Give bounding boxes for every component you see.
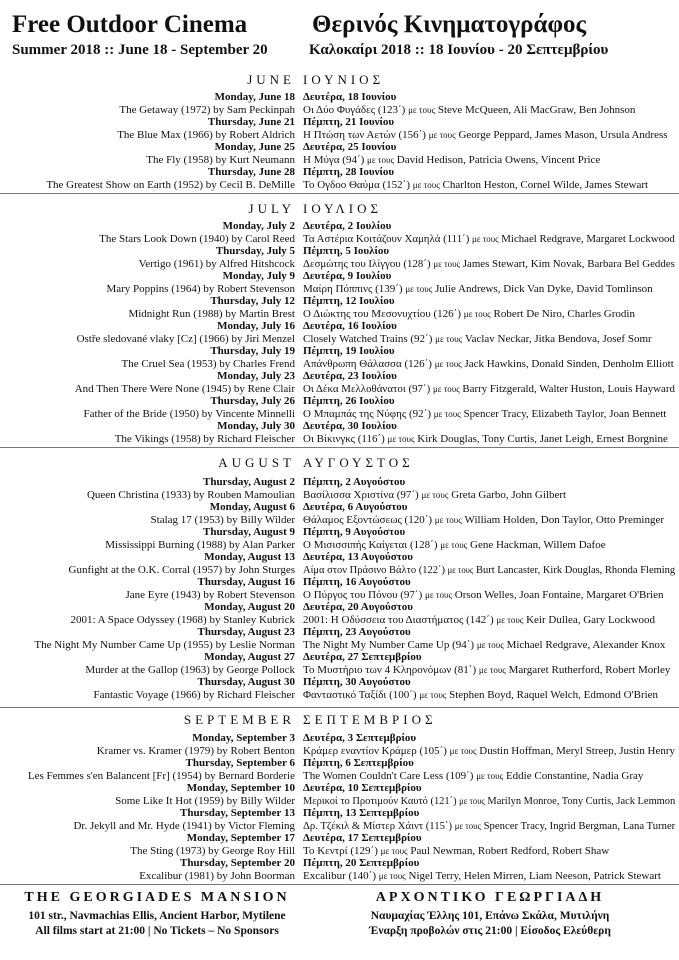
film-title	[303, 589, 675, 602]
screening-date: Monday, July 23	[217, 370, 295, 382]
film-title	[303, 489, 675, 502]
screening-date: Πέμπτη, 20 Σεπτεμβρίου	[303, 857, 420, 869]
cast-connector: με τους	[367, 154, 395, 165]
subtitle-english: Summer 2018 :: June 18 - September 20	[12, 42, 268, 58]
screening-entry	[303, 551, 675, 576]
title-greek: Θερινός Κινηματογράφος	[312, 11, 587, 38]
cast-connector: με τους	[421, 489, 449, 500]
screening-date: Δευτέρα, 20 Αυγούστου	[303, 601, 414, 613]
cast-connector: με τους	[433, 408, 461, 419]
venue-name-greek: ΑΡΧΟΝΤΙΚΟ ΓΕΩΡΓΙΑΔΗ	[375, 890, 605, 905]
film-title	[303, 333, 675, 346]
screening-entry	[0, 501, 295, 526]
schedule-column-english	[0, 91, 295, 191]
screening-info-english: All films start at 21:00 | No Tickets – No Sponsors	[35, 925, 279, 937]
cast-connector: με τους	[459, 795, 485, 806]
film-title: The Greatest Show on Earth (1952) by Cecil B. DeMille	[46, 178, 295, 191]
screening-entry	[303, 476, 675, 501]
screening-info-greek: Έναρξη προβολών στις 21:00 | Είσοδος Ελεύθερη	[369, 925, 611, 937]
film-title-greek: Ο Μπαμπάς της Νύφης (92΄)	[303, 407, 431, 420]
screening-entry	[0, 395, 295, 420]
film-title: The Fly (1958) by Kurt Neumann	[146, 153, 295, 166]
screening-date: Πέμπτη, 13 Σεπτεμβρίου	[303, 807, 420, 819]
screening-entry	[0, 551, 295, 576]
film-title: Fantastic Voyage (1966) by Richard Fleischer	[93, 688, 295, 701]
film-title-greek: Το Μυστήριο των 4 Κληρονόμων (81΄)	[303, 663, 477, 676]
film-title: Kramer vs. Kramer (1979) by Robert Benton	[96, 744, 295, 757]
screening-entry	[303, 116, 675, 141]
cast-connector: με τους	[434, 358, 462, 369]
cast-connector: με τους	[425, 589, 453, 600]
screening-entry	[0, 576, 295, 601]
cast-connector: με τους	[412, 179, 440, 190]
film-cast: Eddie Constantine, Nadia Gray	[505, 769, 644, 782]
film-title-greek: Αίμα στον Πράσινο Βάλτο (122΄)	[303, 563, 445, 576]
film-title: The Cruel Sea (1953) by Charles Frend	[121, 357, 295, 370]
film-cast: Julie Andrews, Dick Van Dyke, David Tomlinson	[435, 282, 653, 295]
schedule-column-greek	[303, 220, 675, 445]
schedule-column-greek	[303, 732, 675, 882]
film-cast: Spencer Tracy, Elizabeth Taylor, Joan Bennett	[463, 407, 667, 420]
film-title	[303, 870, 675, 883]
cast-connector: με τους	[476, 770, 504, 781]
film-title: Excalibur (1981) by John Boorman	[139, 869, 295, 882]
film-title: The Vikings (1958) by Richard Fleischer	[114, 432, 295, 445]
month-heading-english: AUGUST	[218, 455, 295, 470]
screening-entry	[303, 651, 675, 676]
screening-entry	[303, 370, 675, 395]
film-title: The Getaway (1972) by Sam Peckinpah	[119, 103, 295, 116]
screening-entry	[303, 320, 675, 345]
screening-entry	[303, 420, 675, 445]
subtitle-greek: Καλοκαίρι 2018 :: 18 Ιουνίου - 20 Σεπτεμβρίου	[309, 42, 609, 58]
screening-date: Monday, August 13	[204, 551, 295, 563]
film-cast: George Peppard, James Mason, Ursula Andress	[458, 128, 668, 141]
screening-date: Δευτέρα, 6 Αυγούστου	[303, 501, 408, 513]
film-title	[303, 563, 676, 577]
film-title: And Then There Were None (1945) by Rene Clair	[74, 382, 295, 395]
screening-entry	[303, 295, 675, 320]
screening-entry	[303, 501, 675, 526]
screening-entry	[0, 626, 295, 651]
film-cast: Spencer Tracy, Ingrid Bergman, Lana Turner	[483, 819, 676, 832]
film-cast: Paul Newman, Robert Redford, Robert Shaw	[410, 844, 610, 857]
screening-date: Δευτέρα, 25 Ιουνίου	[303, 141, 397, 153]
screening-entry	[0, 295, 295, 320]
screening-entry	[0, 270, 295, 295]
cast-connector: με τους	[405, 283, 433, 294]
cast-connector: με τους	[387, 433, 415, 444]
screening-date: Thursday, June 28	[207, 166, 295, 178]
cast-connector: με τους	[449, 745, 477, 756]
film-cast: William Holden, Don Taylor, Otto Preminger	[464, 513, 665, 526]
screening-entry	[0, 601, 295, 626]
screening-entry	[303, 832, 675, 857]
venue-address-english: 101 str., Navmachias Ellis, Ancient Harbor, Mytilene	[28, 910, 286, 922]
film-title-greek: Οι Δέκα Μελλοθάνατοι (97΄)	[303, 382, 431, 395]
cast-connector: με τους	[434, 514, 462, 525]
screening-date: Monday, August 6	[209, 501, 295, 513]
screening-entry	[303, 91, 675, 116]
screening-entry	[303, 166, 675, 191]
film-cast: Michael Redgrave, Alexander Knox	[506, 638, 666, 651]
screening-date: Thursday, August 2	[202, 476, 295, 488]
schedule-column-english	[0, 476, 295, 701]
film-title-greek: Κράμερ εναντίον Κράμερ (105΄)	[303, 744, 447, 757]
screening-entry	[0, 220, 295, 245]
screening-entry	[0, 757, 295, 782]
screening-date: Monday, July 16	[217, 320, 295, 332]
film-cast: Greta Garbo, John Gilbert	[451, 488, 567, 501]
film-title-greek: Θάλαμος Εξοντώσεως (120΄)	[303, 513, 433, 526]
screening-date: Thursday, August 16	[197, 576, 295, 588]
film-title: Jane Eyre (1943) by Robert Stevenson	[125, 588, 295, 601]
film-cast: Kirk Douglas, Tony Curtis, Janet Leigh, Ernest Borgnine	[417, 432, 668, 445]
film-title-greek: Η Μύγα (94΄)	[303, 153, 365, 166]
screening-entry	[0, 141, 295, 166]
screening-date: Monday, July 9	[222, 270, 295, 282]
screening-date: Thursday, September 20	[179, 857, 295, 869]
film-title-greek: Ο Πύργος του Πόνου (97΄)	[303, 588, 423, 601]
film-title	[303, 819, 676, 833]
month-heading-greek: ΙΟΥΛΙΟΣ	[303, 201, 383, 216]
screening-entry	[0, 857, 295, 882]
screening-entry	[303, 526, 675, 551]
screening-date: Thursday, June 21	[207, 116, 295, 128]
screening-date: Thursday, August 30	[197, 676, 295, 688]
screening-date: Monday, July 30	[217, 420, 295, 432]
screening-date: Thursday, September 6	[185, 757, 295, 769]
screening-date: Πέμπτη, 26 Ιουλίου	[303, 395, 395, 407]
screening-entry	[303, 601, 675, 626]
schedule-column-english	[0, 220, 295, 445]
screening-entry	[303, 220, 675, 245]
film-title	[303, 358, 675, 371]
screening-entry	[303, 807, 675, 832]
film-title-greek: Ο Μισισσιπής Καίγεται (128΄)	[303, 538, 438, 551]
film-cast: Robert De Niro, Charles Grodin	[493, 307, 635, 320]
screening-date: Monday, July 2	[222, 220, 295, 232]
cast-connector: με τους	[478, 664, 506, 675]
screening-entry	[303, 395, 675, 420]
title-english: Free Outdoor Cinema	[12, 11, 248, 38]
screening-entry	[0, 370, 295, 395]
film-cast: Stephen Boyd, Raquel Welch, Edmond O'Brien	[449, 688, 659, 701]
film-title-greek: Το Ογδοο Θαύμα (152΄)	[303, 178, 411, 191]
film-title: Mississippi Burning (1988) by Alan Parker	[105, 538, 295, 551]
screening-entry	[303, 676, 675, 701]
schedule-column-english	[0, 732, 295, 882]
screening-date: Monday, September 3	[192, 732, 295, 744]
film-title-greek: Excalibur (140΄)	[303, 869, 376, 882]
screening-entry	[303, 626, 675, 651]
film-title: 2001: A Space Odyssey (1968) by Stanley Kubrick	[70, 613, 295, 626]
month-heading-english: SEPTEMBER	[183, 712, 295, 727]
film-title	[303, 232, 675, 246]
screening-entry	[303, 782, 675, 807]
screening-date: Thursday, July 19	[210, 345, 295, 357]
film-title	[303, 539, 675, 552]
film-title	[303, 770, 675, 783]
screening-entry	[0, 345, 295, 370]
film-title: The Blue Max (1966) by Robert Aldrich	[117, 128, 295, 141]
film-title: The Stars Look Down (1940) by Carol Reed	[99, 232, 295, 245]
film-title	[303, 104, 675, 117]
film-title: The Sting (1973) by George Roy Hill	[130, 844, 295, 857]
section-divider	[0, 707, 679, 708]
month-heading-greek: ΙΟΥΝΙΟΣ	[303, 72, 385, 87]
film-cast: Marilyn Monroe, Tony Curtis, Jack Lemmon	[487, 794, 676, 807]
film-title: Queen Christina (1933) by Rouben Mamoulian	[86, 488, 295, 501]
film-title	[303, 433, 675, 446]
film-title: Murder at the Gallop (1963) by George Pollock	[85, 663, 295, 676]
film-title	[303, 639, 675, 652]
film-cast: Margaret Rutherford, Robert Morley	[508, 663, 671, 676]
film-cast: David Hedison, Patricia Owens, Vincent Price	[396, 153, 601, 166]
film-title-greek: Οι Βίκινγκς (116΄)	[303, 432, 385, 445]
cast-connector: με τους	[472, 233, 499, 244]
film-title: Les Femmes s'en Balancent [Fr] (1954) by Bernard Borderie	[27, 769, 295, 782]
schedule-column-greek	[303, 91, 675, 191]
screening-entry	[0, 526, 295, 551]
film-cast: Vaclav Neckar, Jitka Bendova, Josef Somr	[464, 332, 652, 345]
cast-connector: με τους	[378, 870, 406, 881]
film-title-greek: The Women Couldn't Care Less (109΄)	[303, 769, 474, 782]
cast-connector: με τους	[380, 845, 408, 856]
film-title	[303, 794, 676, 808]
screening-date: Thursday, July 12	[210, 295, 295, 307]
cast-connector: με τους	[419, 689, 447, 700]
screening-date: Δευτέρα, 23 Ιουλίου	[303, 370, 397, 382]
film-title	[303, 408, 675, 421]
cast-connector: με τους	[408, 104, 436, 115]
screening-entry	[0, 91, 295, 116]
film-title	[303, 514, 675, 527]
film-title: Mary Poppins (1964) by Robert Stevenson	[106, 282, 295, 295]
film-title	[303, 283, 675, 296]
screening-date: Πέμπτη, 2 Αυγούστου	[303, 476, 406, 488]
film-title-greek: Απάνθρωπη Θάλασσα (126΄)	[303, 357, 432, 370]
film-title	[303, 845, 675, 858]
screening-date: Δευτέρα, 27 Σεπτεμβρίου	[303, 651, 422, 663]
film-title-greek: Φανταστικό Ταξίδι (100΄)	[303, 688, 417, 701]
film-title-greek: Δρ. Τζέκιλ & Μίστερ Χάιντ (115΄)	[303, 819, 453, 832]
film-cast: Gene Hackman, Willem Dafoe	[470, 538, 606, 551]
cast-connector: με τους	[428, 129, 456, 140]
screening-date: Πέμπτη, 16 Αυγούστου	[303, 576, 411, 588]
cast-connector: με τους	[476, 639, 504, 650]
screening-date: Monday, June 25	[214, 141, 295, 153]
screening-date: Πέμπτη, 21 Ιουνίου	[303, 116, 395, 128]
screening-date: Thursday, July 26	[210, 395, 295, 407]
screening-date: Δευτέρα, 30 Ιουλίου	[303, 420, 397, 432]
film-title-greek: Μαίρη Πόππινς (139΄)	[303, 282, 403, 295]
screening-date: Δευτέρα, 3 Σεπτεμβρίου	[303, 732, 417, 744]
film-title	[303, 257, 675, 271]
month-heading-greek: ΑΥΓΟΥΣΤΟΣ	[303, 455, 414, 470]
screening-entry	[0, 732, 295, 757]
section-divider	[0, 884, 679, 885]
screening-date: Δευτέρα, 16 Ιουλίου	[303, 320, 397, 332]
screening-date: Πέμπτη, 30 Αυγούστου	[303, 676, 411, 688]
film-title-greek: Μερικοί το Προτιμούν Καυτό (121΄)	[303, 794, 457, 807]
film-cast: Burt Lancaster, Kirk Douglas, Rhonda Fleming	[475, 563, 676, 576]
screening-date: Δευτέρα, 10 Σεπτεμβρίου	[303, 782, 422, 794]
screening-date: Δευτέρα, 2 Ιουλίου	[303, 220, 392, 232]
film-cast: James Stewart, Kim Novak, Barbara Bel Geddes	[462, 257, 675, 270]
screening-entry	[0, 807, 295, 832]
screening-date: Πέμπτη, 23 Αυγούστου	[303, 626, 411, 638]
film-title: Gunfight at the O.K. Corral (1957) by John Sturges	[68, 563, 295, 576]
screening-entry	[303, 345, 675, 370]
screening-date: Πέμπτη, 28 Ιουνίου	[303, 166, 395, 178]
schedule-column-greek	[303, 476, 675, 701]
screening-date: Δευτέρα, 17 Σεπτεμβρίου	[303, 832, 422, 844]
venue-name-english: THE GEORGIADES MANSION	[24, 890, 290, 905]
screening-entry	[0, 676, 295, 701]
film-cast: Charlton Heston, Cornel Wilde, James Stewart	[442, 178, 649, 191]
film-cast: Steve McQueen, Ali MacGraw, Ben Johnson	[437, 103, 636, 116]
film-title-greek: Το Κεντρί (129΄)	[303, 844, 378, 857]
film-title-greek: Ο Διώκτης του Μεσονυχτίου (126΄)	[303, 307, 461, 320]
film-cast: Jack Hawkins, Donald Sinden, Denholm Elliott	[464, 357, 674, 370]
screening-date: Πέμπτη, 5 Ιουλίου	[303, 245, 390, 257]
cast-connector: με τους	[432, 383, 460, 394]
cast-connector: με τους	[433, 258, 461, 269]
screening-entry	[0, 116, 295, 141]
cast-connector: με τους	[454, 820, 481, 831]
section-divider	[0, 193, 679, 194]
screening-entry	[0, 476, 295, 501]
screening-date: Monday, June 18	[214, 91, 295, 103]
screening-date: Monday, September 10	[186, 782, 295, 794]
screening-date: Monday, August 20	[204, 601, 295, 613]
screening-date: Δευτέρα, 18 Ιουνίου	[303, 91, 397, 103]
screening-entry	[0, 320, 295, 345]
screening-date: Monday, August 27	[204, 651, 295, 663]
screening-date: Πέμπτη, 9 Αυγούστου	[303, 526, 406, 538]
screening-entry	[303, 245, 675, 270]
screening-date: Πέμπτη, 19 Ιουλίου	[303, 345, 395, 357]
screening-entry	[0, 166, 295, 191]
section-divider	[0, 447, 679, 448]
film-title	[303, 154, 675, 167]
screening-date: Δευτέρα, 9 Ιουλίου	[303, 270, 392, 282]
film-title-greek: Τα Αστέρια Κοιτάζουν Χαμηλά (111΄)	[303, 232, 470, 245]
film-cast: Orson Welles, Joan Fontaine, Margaret O'Brien	[454, 588, 664, 601]
cast-connector: με τους	[435, 333, 463, 344]
film-title: Ostře sledované vlaky [Cz] (1966) by Jiri Menzel	[76, 332, 295, 345]
screening-entry	[303, 141, 675, 166]
month-heading-english: JUNE	[247, 72, 295, 87]
film-title	[303, 664, 675, 677]
film-title-greek: 2001: Η Οδύσσεια του Διαστήματος (142΄)	[303, 613, 494, 626]
film-title	[303, 614, 675, 627]
film-title-greek: Δεσμώτης του Ιλίγγου (128΄)	[303, 257, 431, 270]
film-cast: Nigel Terry, Helen Mirren, Liam Neeson, Patrick Stewart	[408, 869, 661, 882]
film-title	[303, 179, 675, 192]
screening-entry	[303, 576, 675, 601]
film-title: Some Like It Hot (1959) by Billy Wilder	[115, 794, 295, 807]
screening-entry	[0, 245, 295, 270]
screening-entry	[303, 857, 675, 882]
screening-date: Δευτέρα, 13 Αυγούστου	[303, 551, 414, 563]
film-title	[303, 308, 675, 321]
cast-connector: με τους	[496, 614, 524, 625]
screening-date: Thursday, July 5	[215, 245, 295, 257]
cast-connector: με τους	[447, 564, 474, 575]
film-title-greek: Η Πτώση των Αετών (156΄)	[303, 128, 426, 141]
film-title	[303, 382, 675, 396]
screening-entry	[303, 732, 675, 757]
venue-address-greek: Ναυμαχίας Έλλης 101, Επάνω Σκάλα, Μυτιλήνη	[370, 910, 610, 922]
film-cast: Michael Redgrave, Margaret Lockwood	[501, 232, 675, 245]
film-title	[303, 129, 675, 142]
screening-date: Monday, September 17	[186, 832, 295, 844]
screening-entry	[303, 270, 675, 295]
film-title-greek: Βασίλισσα Χριστίνα (97΄)	[303, 488, 419, 501]
screening-date: Thursday, August 9	[202, 526, 295, 538]
film-title: Father of the Bride (1950) by Vincente Minnelli	[83, 407, 295, 420]
film-cast: Barry Fitzgerald, Walter Huston, Louis Hayward	[462, 382, 675, 395]
film-title: Stalag 17 (1953) by Billy Wilder	[150, 513, 295, 526]
film-title: The Night My Number Came Up (1955) by Leslie Norman	[34, 638, 295, 651]
film-cast: Dustin Hoffman, Meryl Streep, Justin Henry	[479, 744, 675, 757]
film-title-greek: The Night My Number Came Up (94΄)	[303, 638, 475, 651]
month-heading-english: JULY	[248, 201, 295, 216]
screening-date: Πέμπτη, 12 Ιουλίου	[303, 295, 395, 307]
screening-entry	[0, 651, 295, 676]
screening-entry	[303, 757, 675, 782]
film-title-greek: Οι Δύο Φυγάδες (123΄)	[303, 103, 406, 116]
film-title: Dr. Jekyll and Mr. Hyde (1941) by Victor Fleming	[73, 819, 295, 832]
film-title-greek: Closely Watched Trains (92΄)	[303, 332, 433, 345]
film-title	[303, 745, 674, 758]
film-cast: Keir Dullea, Gary Lockwood	[526, 613, 656, 626]
cast-connector: με τους	[440, 539, 468, 550]
cast-connector: με τους	[463, 308, 491, 319]
screening-entry	[0, 420, 295, 445]
film-title: Vertigo (1961) by Alfred Hitshcock	[138, 257, 295, 270]
screening-date: Thursday, August 23	[197, 626, 295, 638]
film-title	[303, 689, 675, 702]
screening-entry	[0, 832, 295, 857]
screening-entry	[0, 782, 295, 807]
screening-date: Thursday, September 13	[179, 807, 295, 819]
month-heading-greek: ΣΕΠΤΕΜΒΡΙΟΣ	[303, 712, 437, 727]
film-title: Midnight Run (1988) by Martin Brest	[128, 307, 295, 320]
screening-date: Πέμπτη, 6 Σεπτεμβρίου	[303, 757, 414, 769]
